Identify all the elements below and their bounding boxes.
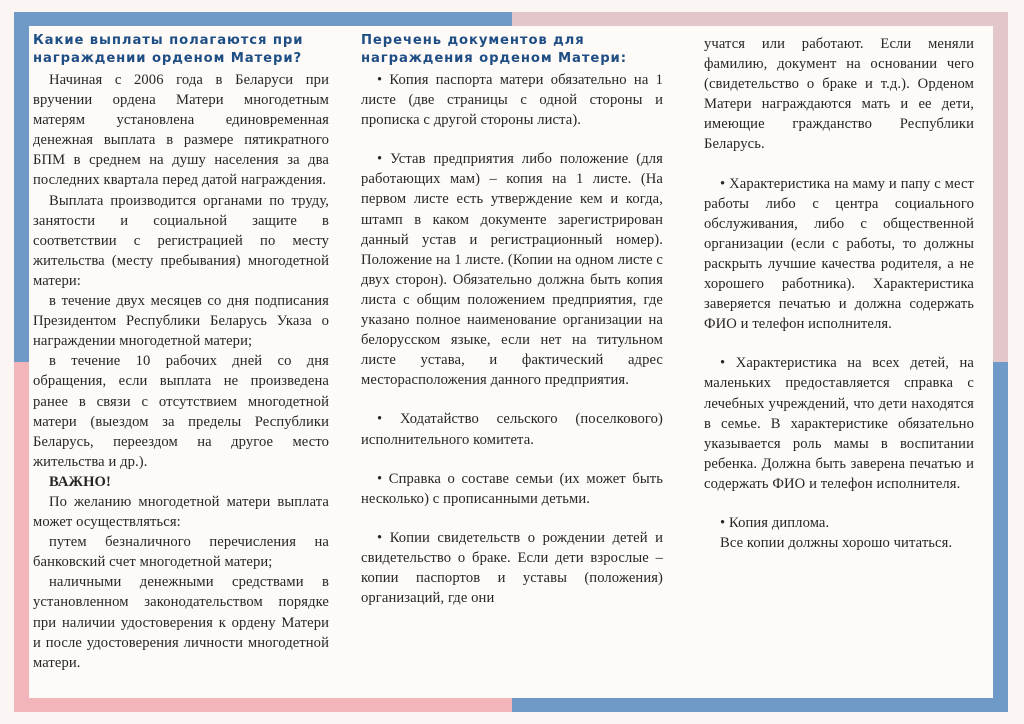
documents-item-diploma: • Копия диплома. [720,514,830,531]
column-documents-continued [704,34,974,553]
frame-top-blue [14,12,512,26]
frame-left-blue [14,12,29,362]
payments-paragraph-6: путем безналичного перечисления на банковский счет многодетной матери; [33,534,329,571]
frame-bottom-pink [14,698,512,712]
payments-paragraph-1: Начиная с 2006 года в Беларуси при вручении ордена Матери многодетным матерям установлена единовременная денежная выплата в размере пятикратного БПМ в среднем на душу населения за два последних квартала перед датой награждения. [33,72,329,189]
documents-continued-paragraph: учатся или работают. Если меняли фамилию, документ на основании чего (свидетельство о браке и т.д.). Орденом Матери награждаются мать и ее дети, имеющие гражданство Республики Беларусь. [704,36,974,153]
frame-left-pink [14,362,29,712]
payments-paragraph-2: Выплата производится органами по труду, занятости и социальной защите в соответствии с регистрацией по месту жительства (месту пребывания) многодетной матери: [33,192,329,289]
documents-item-birth-certificates: • Копии свидетельств о рождении детей и свидетельство о браке. Если дети взрослые – копии паспортов и уставы (положения) организаций, где они [361,529,663,607]
documents-item-family-certificate: • Справка о составе семьи (их может быть несколько) с прописанными детьми. [361,470,663,507]
frame-right-blue [993,362,1008,712]
documents-item-petition: • Ходатайство сельского (поселкового) исполнительного комитета. [361,411,663,448]
brochure-page [29,26,993,698]
payments-paragraph-7: наличными денежными средствами в установленном законодательством порядке при наличии удостоверения к ордену Матери и после удостоверения личности многодетной матери. [33,574,329,671]
column-payments [33,32,329,673]
payments-paragraph-4: в течение 10 рабочих дней со дня обращения, если выплата не произведена ранее в связи с отсутствием многодетной матери (выездом за пределы Республики Беларусь, переездом на другое место жительства и др.). [33,353,329,470]
frame-right-mauve [993,12,1008,362]
documents-item-charter: • Устав предприятия либо положение (для работающих мам) – копия на 1 листе. (На первом листе есть утверждение кем и когда, штамп в каком документе зарегистрирован данный устав и регистрационный номер). Положение на 1 листе. (Копии на одном листе с двух сторон). Обязательно должна быть копия листа с общим положением предприятия, где указано полное наименование организации на белорусском языке, если нет на титульном листе устава, и фактический адрес месторасположения данного предприятия. [361,151,663,389]
frame-bottom-blue [512,698,1008,712]
frame-top-mauve [512,12,1008,26]
readability-note: Все копии должны хорошо читаться. [720,535,953,552]
payments-paragraph-3: в течение двух месяцев со дня подписания Президентом Республики Беларусь Указа о награждении многодетной матери; [33,293,329,350]
important-label: ВАЖНО! [49,473,111,490]
documents-heading: Перечень документов для награждения орденом Матери: [361,33,627,66]
column-documents [361,32,663,608]
documents-item-parents-reference: • Характеристика на маму и папу с мест работы либо с центра социального обслуживания, либо с общественной организации (если с работы, то должны раскрыть лучшие качества родителя, а не хорошего работника). Характеристика заверяется печатью и должна содержать ФИО и телефон исполнителя. [704,175,974,333]
documents-item-passport: • Копия паспорта матери обязательно на 1 листе (две страницы с одной стороны и прописка с другой стороны листа). [361,72,663,129]
payments-heading: Какие выплаты полагаются при награждении орденом Матери? [33,33,304,66]
documents-item-children-reference: • Характеристика на всех детей, на маленьких предоставляется справка с лечебных учреждений, что дети находятся в семье. В характеристике обязательно указывается роль мамы в воспитании ребенка. Должна быть заверена печатью и содержать ФИО и телефон исполнителя. [704,355,974,492]
payments-paragraph-5: По желанию многодетной матери выплата может осуществляться: [33,493,329,531]
